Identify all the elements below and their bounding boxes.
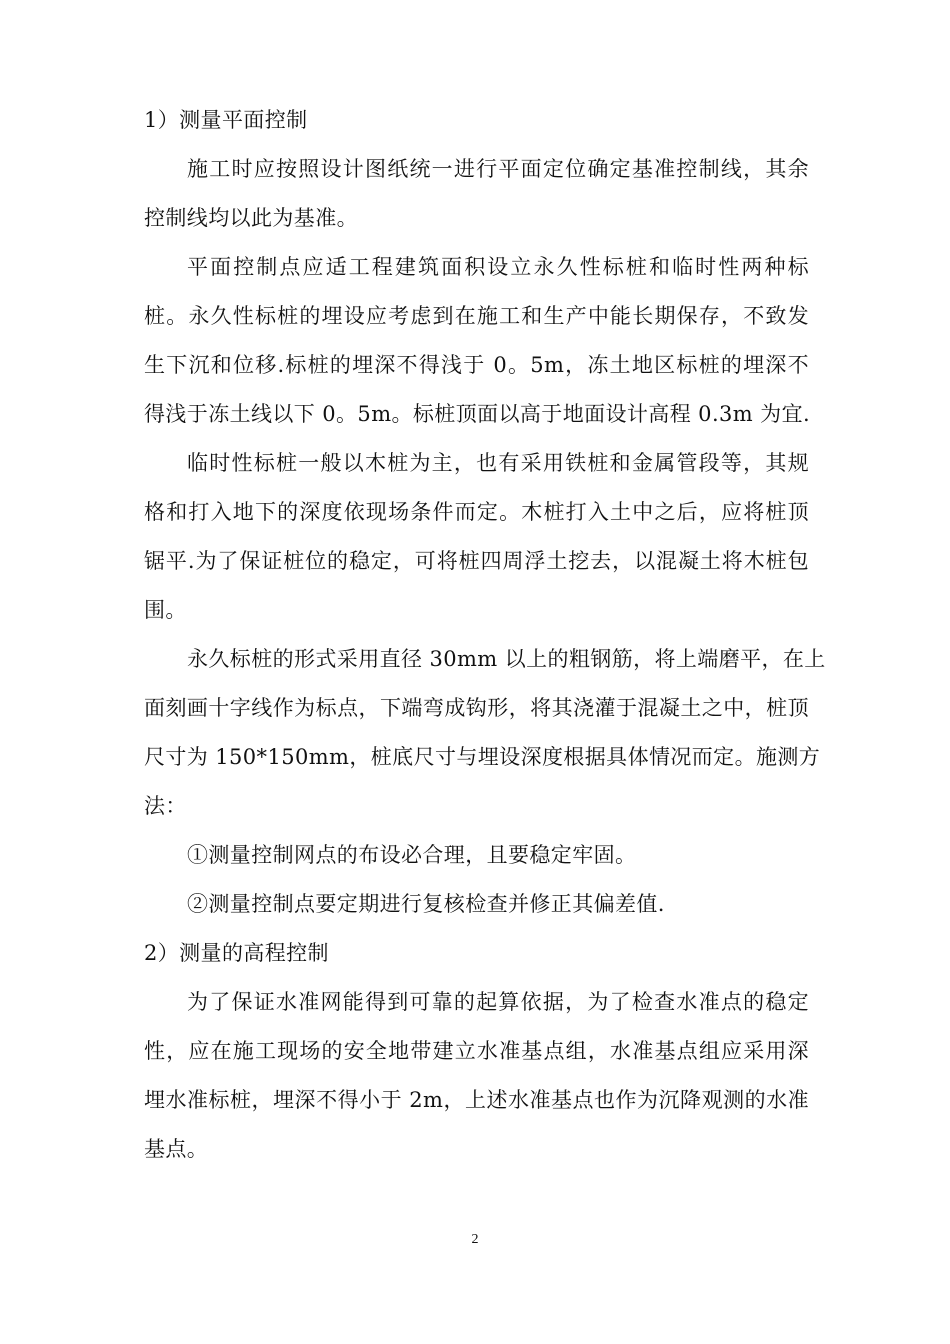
paragraph-line: 临时性标桩一般以木桩为主，也有采用铁桩和金属管段等，其规	[187, 451, 809, 475]
paragraph-line: 锯平.为了保证桩位的稳定，可将桩四周浮土挖去，以混凝土将木桩包	[144, 549, 809, 573]
list-item: ②测量控制点要定期进行复核检查并修正其偏差值.	[187, 892, 665, 916]
page-number: 2	[471, 1232, 479, 1247]
paragraph-line: 格和打入地下的深度依现场条件而定。木桩打入土中之后，应将桩顶	[144, 500, 809, 524]
paragraph-line: 尺寸为 150*150mm，桩底尺寸与埋设深度根据具体情况而定。施测方	[144, 745, 821, 769]
paragraph-line: 面刻画十字线作为标点，下端弯成钩形，将其浇灌于混凝土之中，桩顶	[144, 696, 809, 720]
paragraph-line: 法：	[144, 794, 187, 818]
paragraph-line: 为了保证水准网能得到可靠的起算依据，为了检查水准点的稳定	[187, 990, 809, 1014]
list-item: ①测量控制网点的布设必合理，且要稳定牢固。	[187, 843, 637, 867]
section-heading-elevation-control: 2）测量的高程控制	[144, 941, 329, 965]
paragraph-line: 围。	[144, 598, 187, 622]
paragraph-line: 平面控制点应适工程建筑面积设立永久性标桩和临时性两种标	[187, 255, 809, 279]
paragraph-line: 施工时应按照设计图纸统一进行平面定位确定基准控制线，其余	[187, 157, 809, 181]
paragraph-line: 埋水准标桩，埋深不得小于 2m，上述水准基点也作为沉降观测的水准	[144, 1088, 809, 1112]
document-page	[144, 96, 826, 1174]
paragraph-line: 永久标桩的形式采用直径 30mm 以上的粗钢筋，将上端磨平，在上	[187, 647, 826, 671]
paragraph-line: 基点。	[144, 1137, 209, 1161]
paragraph-line: 桩。永久性标桩的埋设应考虑到在施工和生产中能长期保存，不致发	[144, 304, 809, 328]
paragraph-line: 生下沉和位移.标桩的埋深不得浅于 0。5m，冻土地区标桩的埋深不	[144, 353, 809, 377]
paragraph-line: 性，应在施工现场的安全地带建立水准基点组，水准基点组应采用深	[144, 1039, 809, 1063]
section-heading-plane-control: 1）测量平面控制	[144, 108, 308, 132]
paragraph-line: 控制线均以此为基准。	[144, 206, 358, 230]
paragraph-line: 得浅于冻土线以下 0。5m。标桩顶面以高于地面设计高程 0.3m 为宜.	[144, 402, 811, 426]
